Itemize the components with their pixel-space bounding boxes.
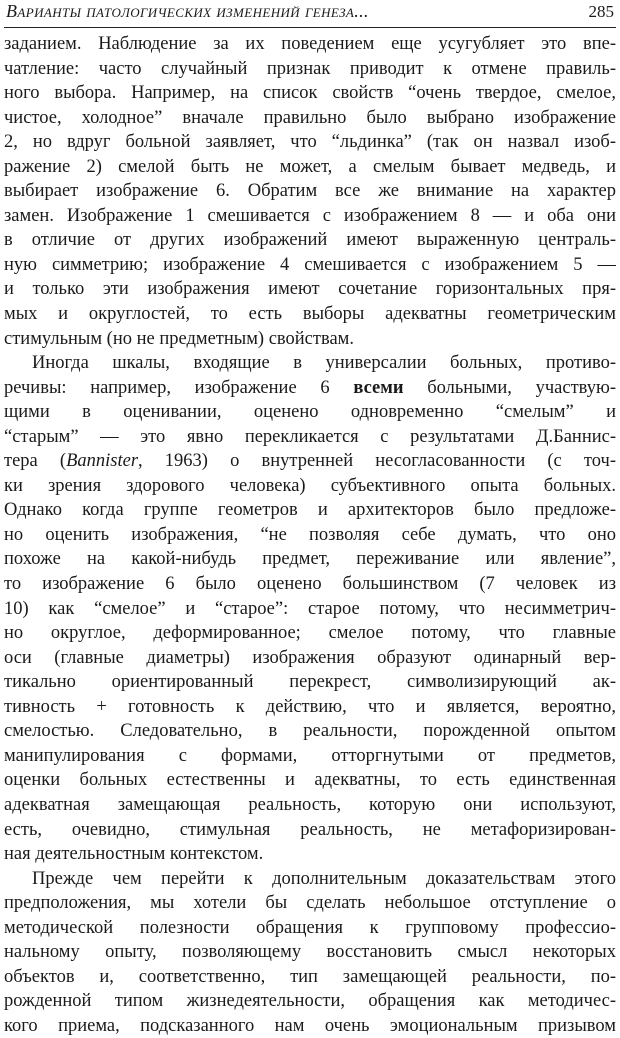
text-line: чистое, холодное” вначале правильно было выбрано изображение [4, 107, 616, 128]
text-line: оценки больных естественны и адекватны, то есть единственная [4, 770, 616, 791]
text-line: 2, но вдруг больной заявляет, что “льдинка” (так он назвал изоб- [4, 132, 616, 153]
text-line: ражение 2) смелой быть не может, а смелым бывает медведь, и [4, 156, 616, 177]
text-line: ную симметрию; изображение 4 смешивается с изображением 5 — [4, 254, 616, 275]
text-line: предположения, мы хотели бы сделать небольшое отступление о [4, 893, 616, 914]
text-line: манипулирования с формами, отторгнутыми от предметов, [4, 745, 616, 766]
text-line: 10) как “смелое” и “старое”: старое потому, что несимметрич- [4, 598, 616, 619]
text-line: Однако когда группе геометров и архитекторов было предложе- [4, 500, 616, 521]
text-line: объектов и, соответственно, тип замещающей реальности, по- [4, 966, 616, 987]
text-line: но округлое, деформированное; смелое потому, что главные [4, 623, 616, 644]
text-line: оси (главные диаметры) изображения образуют одинарный вер- [4, 647, 616, 668]
bold-emphasis: всеми [353, 377, 404, 398]
text-line: заданием. Наблюдение за их поведением еще усугубляет это впе- [4, 34, 616, 54]
text-line: мых и округлостей, то есть выборы адекватны геометрическим [4, 304, 616, 325]
text-line [4, 449, 616, 474]
text-line: ки зрения здорового человека) субъективного опыта больных. [4, 475, 616, 496]
text-line: щими в оценивании, оценено одновременно “смелым” и [4, 402, 616, 423]
text-line: чатление: часто случайный признак приводит к отмене правиль- [4, 58, 616, 79]
text-line: “старым” — это явно перекликается с результатами Д.Баннис- [4, 426, 616, 447]
text-line: смелостью. Следовательно, в реальности, порожденной опытом [4, 721, 616, 742]
text-line: но оценить изображения, “не позволяя себе думать, что оно [4, 524, 616, 545]
text-line: то изображение 6 было оценено большинством (7 человек из [4, 574, 616, 595]
text-run: больными, участвую- [403, 377, 616, 398]
text-line: ного выбора. Например, на список свойств “очень твердое, смелое, [4, 83, 616, 104]
text-run: , 1963) о внутренней несогласованности (с точ- [138, 451, 616, 472]
text-line: есть, очевидно, стимульная реальность, не метафоризирован- [4, 819, 616, 840]
text-line: стимульным (но не предметным) свойствам. [4, 328, 355, 349]
text-line: рожденной типом жизнедеятельности, обращения как методичес- [4, 991, 616, 1012]
text-line: похоже на какой-нибудь предмет, переживание или явление”, [4, 549, 616, 570]
page-number: 285 [588, 2, 614, 21]
paragraph-1 [4, 32, 616, 351]
paragraph-3 [4, 867, 616, 1038]
running-header [0, 0, 620, 28]
text-line: и только эти изображения имеют сочетание горизонтальных пря- [4, 279, 616, 300]
paragraph-2 [4, 351, 616, 866]
text-line: нальному опыту, позволяющему восстановить смысл некоторых [4, 942, 616, 963]
text-line: ная деятельностным контекстом. [4, 844, 264, 865]
text-line: адекватная замещающая реальность, которую они используют, [4, 794, 616, 815]
text-line: Иногда шкалы, входящие в универсалии больных, противо- [32, 353, 616, 374]
text-run: речивы: например, изображение 6 [4, 377, 354, 398]
running-title: Варианты патологических изменений генеза... [6, 1, 369, 21]
text-line: методической полезности обращения к групповому профессио- [4, 917, 616, 938]
text-line: замен. Изображение 1 смешивается с изображением 8 — и оба они [4, 205, 616, 226]
italic-citation: Bannister [66, 451, 139, 472]
text-line: кого приема, подсказанного нам очень эмоциональным призывом [4, 1015, 616, 1036]
text-line: тикально ориентированный перекрест, символизирующий ак- [4, 672, 616, 693]
text-line [4, 376, 616, 401]
text-line: выбирает изображение 6. Обратим все же внимание на характер [4, 181, 616, 202]
header-rule [4, 27, 616, 28]
text-run: тера ( [4, 451, 67, 472]
page-body [4, 32, 616, 1038]
text-line: в отличие от других изображений имеют выраженную централь- [4, 230, 616, 251]
text-line: тивность + готовность к действию, что и является, вероятно, [4, 696, 616, 717]
text-line: Прежде чем перейти к дополнительным доказательствам этого [32, 868, 616, 889]
